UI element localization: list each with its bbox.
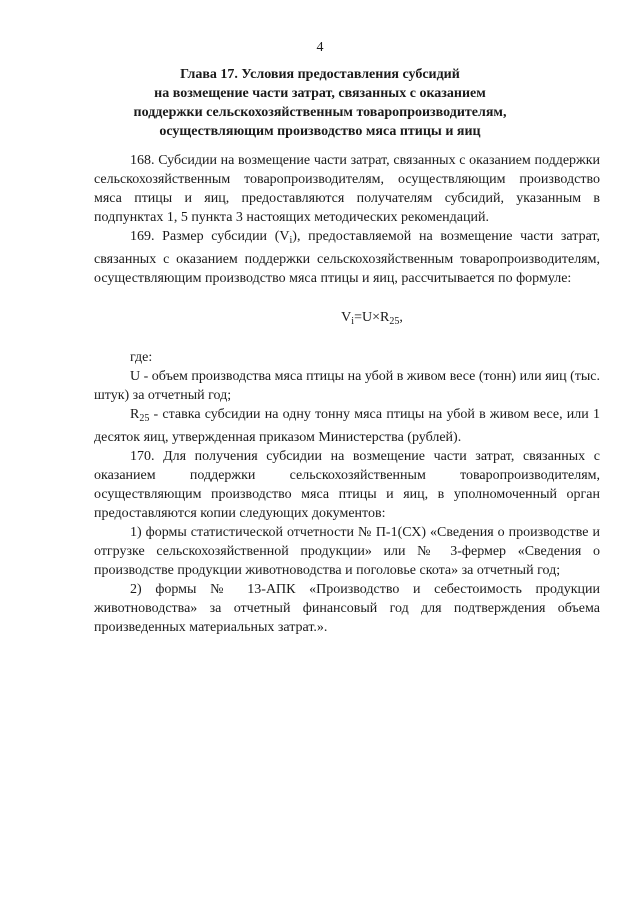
- definition-r-symbol: R: [130, 407, 140, 422]
- formula-middle: =U×R: [354, 310, 390, 325]
- definition-r25: [94, 405, 600, 447]
- page-number: 4: [316, 40, 324, 55]
- paragraph-168: 168. Субсидии на возмещение части затрат, связанных с оказанием поддержки сельскохозяйственным товаропроизводителям, осуществляющим производство мяса птицы и яиц, предоставляются получателям субсидий, указанным в подпунктах 1, 5 пункта 3 настоящих методических рекомендаций.: [94, 153, 600, 225]
- formula-r-subscript: 25: [389, 316, 400, 327]
- paragraph-170: 170. Для получения субсидии на возмещение части затрат, связанных с оказанием поддержки сельскохозяйственным товаропроизводителям, осуществляющим производство мяса птицы и яиц, в уполномоченный орган предоставляются копии следующих документов:: [94, 449, 600, 521]
- paragraph-169-text-rest: ), предоставляемой на возмещение части затрат, связанных с оказанием поддержки сельскохозяйственным товаропроизводителям, осуществляющим производство мяса птицы и яиц, рассчитывается по формуле:: [94, 229, 600, 286]
- formula-end: ,: [399, 310, 403, 325]
- chapter-title: [110, 65, 530, 141]
- chapter-title-line: осуществляющим производство мяса птицы и яиц: [159, 124, 481, 139]
- chapter-title-line: Глава 17. Условия предоставления субсидий: [180, 67, 460, 82]
- where-label: где:: [130, 350, 153, 365]
- subscript-i: i: [289, 235, 293, 246]
- paragraph-169: [94, 227, 600, 288]
- chapter-title-line: на возмещение части затрат, связанных с оказанием: [154, 86, 486, 101]
- formula-v-subscript: i: [351, 316, 355, 327]
- definition-r-subscript: 25: [139, 413, 150, 424]
- definition-r-text: - ставка субсидии на одну тонну мяса птицы на убой в живом весе, или 1 десяток яиц, утвержденная приказом Министерства (рублей).: [94, 407, 600, 445]
- document-body: [94, 151, 600, 637]
- formula-v: V: [341, 310, 352, 325]
- list-item-2: 2) формы № 13-АПК «Производство и себестоимость продукции животноводства» за отчетный финансовый год для подтверждения объема произведенных материальных затрат.».: [94, 582, 600, 635]
- formula: [94, 308, 600, 331]
- definition-u: U - объем производства мяса птицы на убой в живом весе (тонн) или яиц (тыс. штук) за отчетный год;: [94, 369, 600, 403]
- chapter-title-line: поддержки сельскохозяйственным товаропроизводителям,: [133, 105, 507, 120]
- list-item-1: 1) формы статистической отчетности № П-1(СХ) «Сведения о производстве и отгрузке сельскохозяйственной продукции» или № 3-фермер «Сведения о производстве продукции животноводства и поголовье скота» за отчетный год;: [94, 525, 600, 578]
- paragraph-169-text: 169. Размер субсидии (V: [130, 229, 290, 244]
